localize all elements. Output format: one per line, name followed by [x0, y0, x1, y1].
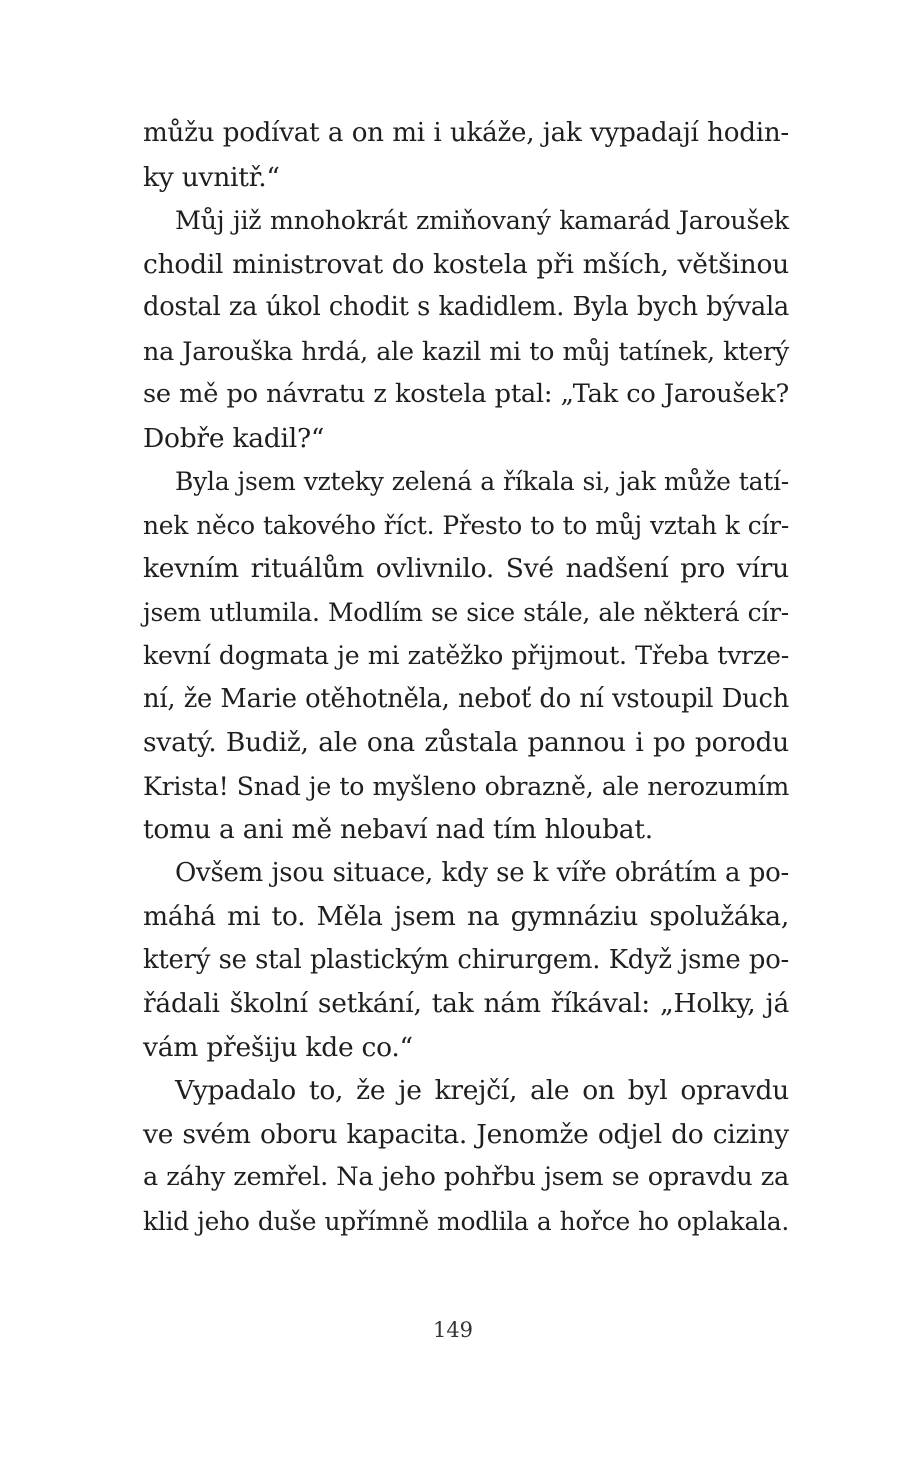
- text-line: jsem utlumila. Modlím se sice stále, ale některá cír-: [143, 597, 789, 627]
- text-line: a záhy zemřel. Na jeho pohřbu jsem se opravdu za: [143, 1162, 789, 1192]
- text-line: Ovšem jsou situace, kdy se k víře obrátím a po-: [175, 857, 789, 888]
- text-line: můžu podívat a on mi i ukáže, jak vypadají hodin-: [143, 118, 789, 148]
- text-line: nek něco takového říct. Přesto to to můj vztah k cír-: [143, 510, 789, 540]
- text-line: chodil ministrovat do kostela při mších, většinou: [143, 248, 789, 280]
- text-line: svatý. Budiž, ale ona zůstala pannou i po porodu: [143, 727, 789, 758]
- text-line: Byla jsem vzteky zelená a říkala si, jak může tatí-: [175, 467, 789, 496]
- text-line: Dobře kadil?“: [143, 422, 325, 454]
- text-line: dostal za úkol chodit s kadidlem. Byla bych bývala: [143, 292, 789, 322]
- text-line: Vypadalo to, že je krejčí, ale on byl opravdu: [175, 1075, 789, 1106]
- body-text: [143, 112, 789, 1243]
- text-line: vám přešiju kde co.“: [143, 1031, 413, 1063]
- text-line: Můj již mnohokrát zmiňovaný kamarád Jaroušek: [175, 206, 789, 235]
- text-line: kevní dogmata je mi zatěžko přijmout. Třeba tvrze-: [143, 641, 789, 670]
- text-line: řádali školní setkání, tak nám říkával: „Holky, já: [143, 988, 789, 1019]
- text-line: kevním rituálům ovlivnilo. Své nadšení pro víru: [143, 553, 789, 584]
- text-line: který se stal plastickým chirurgem. Když jsme po-: [143, 944, 789, 975]
- page-number: 149: [432, 1318, 474, 1342]
- text-line: se mě po návratu z kostela ptal: „Tak co Jaroušek?: [143, 379, 789, 409]
- text-line: ve svém oboru kapacita. Jenomže odjel do ciziny: [143, 1118, 789, 1150]
- text-line: tomu a ani mě nebaví nad tím hloubat.: [143, 814, 653, 845]
- text-line: na Jarouška hrdá, ale kazil mi to můj tatínek, který: [143, 335, 789, 366]
- text-line: ky uvnitř.“: [143, 161, 280, 193]
- text-line: ní, že Marie otěhotněla, neboť do ní vstoupil Duch: [143, 683, 789, 714]
- text-line: klid jeho duše upřímně modlila a hořce ho oplakala.: [143, 1206, 789, 1236]
- text-line: máhá mi to. Měla jsem na gymnáziu spolužáka,: [143, 901, 789, 932]
- text-line: Krista! Snad je to myšleno obrazně, ale nerozumím: [143, 771, 789, 801]
